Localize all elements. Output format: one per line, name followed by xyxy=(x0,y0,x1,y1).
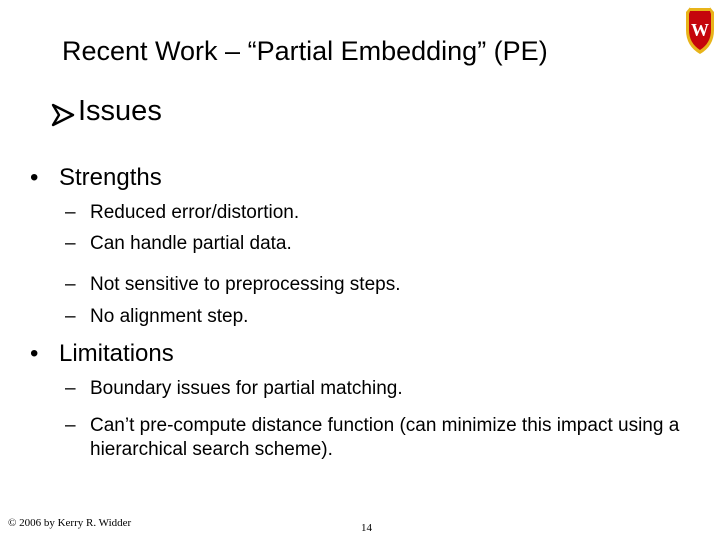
limitation-item-text: Can’t pre-compute distance function (can minimize this impact using a hierarchical search scheme). xyxy=(90,415,680,460)
page-number: 14 xyxy=(361,522,372,534)
dash-marker: – xyxy=(65,378,76,399)
strength-item-text: No alignment step. xyxy=(90,306,249,327)
section-heading xyxy=(50,92,162,130)
list-item xyxy=(65,377,685,401)
dash-marker: – xyxy=(65,274,76,295)
dash-marker: – xyxy=(65,202,76,223)
dash-marker: – xyxy=(65,233,76,254)
strength-item-text: Reduced error/distortion. xyxy=(90,202,300,223)
bullet-dot: • xyxy=(30,340,39,367)
strengths-label: Strengths xyxy=(59,164,162,191)
section-heading-text: Issues xyxy=(78,95,162,127)
limitations-label: Limitations xyxy=(59,340,174,367)
strength-item-text: Can handle partial data. xyxy=(90,233,292,254)
dash-marker: – xyxy=(65,306,76,327)
svg-text:W: W xyxy=(691,20,709,40)
copyright-footer: © 2006 by Kerry R. Widder xyxy=(8,517,132,529)
slide-title: Recent Work – “Partial Embedding” (PE) xyxy=(62,36,548,66)
list-item xyxy=(65,305,665,329)
limitations-heading xyxy=(30,339,330,369)
uw-crest-icon xyxy=(683,2,717,58)
strengths-heading xyxy=(30,163,330,193)
bullet-dot: • xyxy=(30,164,39,191)
list-item xyxy=(65,201,665,225)
limitation-item-text: Boundary issues for partial matching. xyxy=(90,378,403,399)
arrow-bullet-icon xyxy=(50,99,76,123)
strength-item-text: Not sensitive to preprocessing steps. xyxy=(90,274,401,295)
dash-marker: – xyxy=(65,415,76,436)
list-item xyxy=(65,273,665,297)
list-item xyxy=(65,232,665,256)
list-item xyxy=(65,414,690,466)
